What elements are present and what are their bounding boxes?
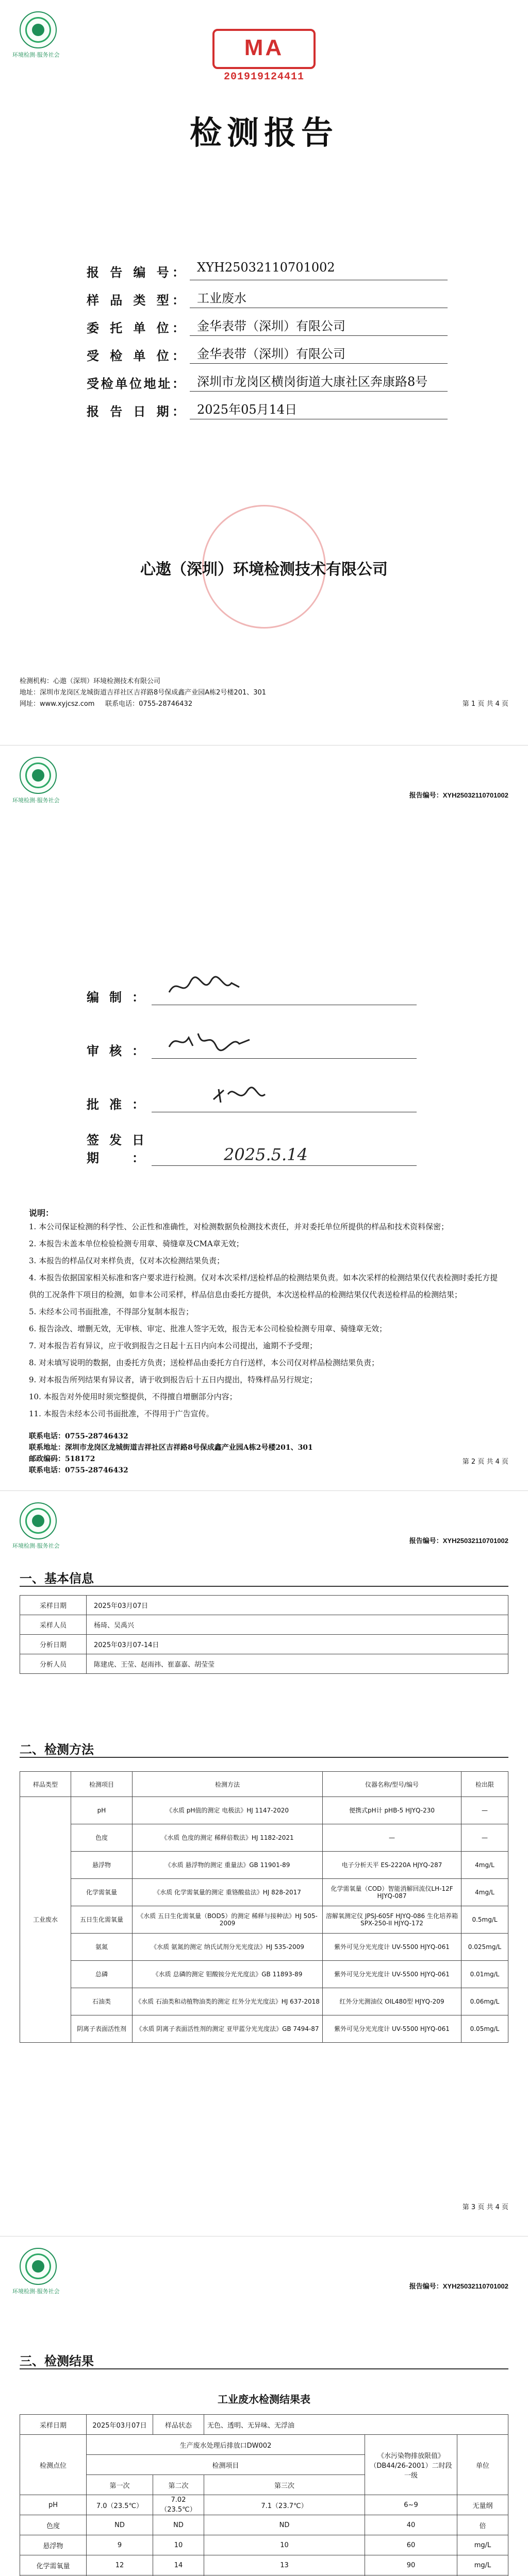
cell-method: 《水质 化学需氧量的测定 重铬酸盐法》HJ 828-2017: [133, 1879, 323, 1906]
contact-info: [29, 1431, 313, 1476]
cell-label: 样品状态: [153, 2415, 204, 2435]
report-number-header: [409, 2281, 508, 2291]
info-value: 深圳市龙岗区横岗街道大康社区奔康路8号: [190, 371, 448, 392]
divider: [20, 1586, 508, 1587]
cell-method: 《水质 总磷的测定 钼酸铵分光光度法》GB 11893-89: [133, 1961, 323, 1988]
signature-approver: [152, 1074, 417, 1112]
cell-item: 总磷: [71, 1961, 133, 1988]
company-logo-icon: [20, 2248, 57, 2285]
info-row: [87, 392, 448, 419]
cell-item: pH: [20, 2495, 87, 2515]
table-header-row: [20, 1772, 508, 1797]
page-number: 第 3 页 共 4 页: [462, 2204, 508, 2211]
cell-result: 12: [87, 2555, 153, 2575]
info-label: 报 告 编 号：: [87, 265, 185, 280]
cell-value: 无色、透明、无异味、无浮油: [204, 2415, 508, 2435]
handwritten-signature-icon: [167, 1079, 270, 1110]
sign-row: [87, 1005, 417, 1059]
cell-item: 五日生化需氧量: [71, 1906, 133, 1934]
footer-phone: 联系电话：0755-28746432: [105, 700, 193, 708]
table-row: [20, 1988, 508, 2015]
cell-method: 《水质 悬浮物的测定 重量法》GB 11901-89: [133, 1852, 323, 1879]
logo-slogan: 环境检测·服务社会: [12, 2289, 60, 2295]
cell-sample-type: 工业废水: [20, 1797, 71, 2043]
table-row: [20, 1934, 508, 1961]
col-header: 检测项目: [71, 1772, 133, 1797]
cell-method: 《水质 氨氮的测定 纳氏试剂分光光度法》HJ 535-2009: [133, 1934, 323, 1961]
note-item: 7. 对本报告若有异议，应于收到报告之日起十五日内向本公司提出，逾期不予受理；: [29, 1341, 318, 1350]
col-header: 样品类型: [20, 1772, 71, 1797]
cell-items-label: 检测项目: [87, 2455, 365, 2475]
table-row: [20, 2555, 508, 2575]
basic-info-table: [20, 1595, 508, 1674]
cell-label: 采样日期: [20, 1596, 87, 1615]
info-value: XYH25032110701002: [190, 260, 448, 280]
cell-limit: 90: [365, 2555, 457, 2575]
cell-point: 生产废水处理后排放口DW002: [87, 2435, 365, 2455]
report-number: XYH25032110701002: [442, 1537, 508, 1545]
note-item: 3. 本报告的样品仅对来样负责，仅对本次检测结果负责；: [29, 1256, 225, 1265]
cell-result: ND: [153, 2515, 204, 2535]
cell-item: 悬浮物: [20, 2535, 87, 2555]
cell-limit: 0.5mg/L: [461, 1906, 508, 1934]
cell-value: 陈建虎、王莹、赵雨祎、崔嘉嘉、胡莹莹: [87, 1654, 508, 1674]
cma-number: 201919124411: [223, 71, 305, 83]
cell-result: ND: [204, 2515, 365, 2535]
info-label: 受检单位地址：: [87, 376, 185, 391]
cell-result: 9: [87, 2535, 153, 2555]
note-item: 2. 本报告未盖本单位检验检测专用章、骑缝章及CMA章无效；: [29, 1239, 244, 1248]
table-row: [20, 1852, 508, 1879]
cell-limit: 0.06mg/L: [461, 1988, 508, 2015]
cell-method: 《水质 五日生化需氧量（BOD5）的测定 稀释与接种法》HJ 505-2009: [133, 1906, 323, 1934]
cell-result: 10: [153, 2535, 204, 2555]
cell-item: 氨氮: [71, 1934, 133, 1961]
cell-method: 《水质 色度的测定 稀释倍数法》HJ 1182-2021: [133, 1824, 323, 1852]
cell-instrument: 化学需氧量（COD）智能消解回流仪LH-12F HJYQ-087: [323, 1879, 461, 1906]
sign-label: 签发日期：: [87, 1132, 144, 1165]
cell-limit: 0.025mg/L: [461, 1934, 508, 1961]
cell-item: 阴离子表面活性剂: [71, 2015, 133, 2043]
report-number-label: 报告编号：: [409, 1537, 443, 1545]
logo-slogan: 环境检测·服务社会: [12, 52, 60, 58]
cell-limit: 0.05mg/L: [461, 2015, 508, 2043]
footer-website: 网址：www.xyjcsz.com: [20, 700, 95, 708]
cell-result: 10: [204, 2535, 365, 2555]
sign-date: [152, 1127, 417, 1166]
report-number: XYH25032110701002: [442, 2282, 508, 2290]
sign-row: [87, 1059, 417, 1112]
footer-web-phone: [20, 699, 508, 710]
table-row: [20, 1961, 508, 1988]
info-label: 样 品 类 型：: [87, 293, 185, 308]
cma-stamp: [212, 29, 316, 69]
cell-result: ND: [87, 2515, 153, 2535]
cell-unit: mg/L: [457, 2555, 508, 2575]
methods-table: [20, 1771, 508, 2043]
note-item: 10. 本报告对外使用时须完整提供，不得擅自增删部分内容；: [29, 1392, 237, 1401]
info-label: 报 告 日 期：: [87, 404, 185, 419]
report-info: [87, 252, 448, 419]
cell-freq: 第三次: [204, 2475, 365, 2495]
cell-result: 13: [204, 2555, 365, 2575]
results-table: [20, 2414, 508, 2576]
footer-org: 检测机构：心遨（深圳）环境检测技术有限公司: [20, 677, 161, 685]
cell-result: 14: [153, 2555, 204, 2575]
info-value: 2025年05月14日: [190, 399, 448, 419]
results-table-title: 工业废水检测结果表: [218, 2393, 310, 2405]
report-number-label: 报告编号：: [409, 2282, 443, 2290]
note-item: 1. 本公司保证检测的科学性、公正性和准确性，对检测数据负检测技术责任，并对委托单位所提供的样品和技术资料保密；: [29, 1222, 449, 1231]
report-title: 检测报告: [189, 114, 338, 151]
cell-method: 《水质 石油类和动植物油类的测定 红外分光光度法》HJ 637-2018: [133, 1988, 323, 2015]
cell-label: 采样人员: [20, 1615, 87, 1635]
table-row: [20, 2515, 508, 2535]
cell-value: 2025年03月07日: [87, 2415, 153, 2435]
info-value: 金华表带（深圳）有限公司: [190, 344, 448, 364]
company-logo-icon: [20, 1502, 57, 1539]
contact-line: 联系地址：深圳市龙岗区龙城街道吉祥社区吉祥路8号保成鑫产业园A栋2号楼201、301: [29, 1444, 313, 1452]
cell-item: 化学需氧量: [20, 2555, 87, 2575]
cell-instrument: 便携式pH计 pHB-5 HJYQ-230: [323, 1797, 461, 1824]
sign-date-value: 2025.5.14: [224, 1145, 308, 1164]
page-number: 第 2 页 共 4 页: [462, 1458, 508, 1466]
cell-label: 检测点位: [20, 2435, 87, 2495]
cell-limit: 6~9: [365, 2495, 457, 2515]
sign-label: 审核：: [87, 1043, 144, 1058]
cell-limit: 4mg/L: [461, 1852, 508, 1879]
handwritten-signature-icon: [167, 972, 244, 1003]
contact-line: 邮政编码：518172: [29, 1455, 95, 1463]
section-basic-info: 一、基本信息: [20, 1571, 94, 1586]
signature-block: [87, 952, 417, 1166]
note-item: 8. 对未填写说明的数据，由委托方负责；送检样品由委托方自行送样，本公司仅对样品检测结果负责；: [29, 1358, 380, 1367]
contact-line: 联系电话：0755-28746432: [29, 1432, 128, 1440]
cell-value: 杨琦、吴禹兴: [87, 1615, 508, 1635]
cell-freq: 第二次: [153, 2475, 204, 2495]
cell-item: 色度: [71, 1824, 133, 1852]
cell-result: 7.02（23.5℃）: [153, 2495, 204, 2515]
cell-unit: mg/L: [457, 2535, 508, 2555]
cma-mark: MA: [244, 35, 284, 60]
info-row: [87, 280, 448, 308]
report-notes: [29, 1207, 498, 1422]
cell-instrument: 溶解氧测定仪 JPSJ-605F HJYQ-086 生化培养箱 SPX-250-II HJYQ-172: [323, 1906, 461, 1934]
table-row: [20, 1824, 508, 1852]
page-methods: [0, 1491, 528, 2236]
cell-unit-header: 单位: [457, 2435, 508, 2495]
cell-value: 2025年03月07-14日: [87, 1635, 508, 1654]
cell-method: 《水质 pH值的测定 电极法》HJ 1147-2020: [133, 1797, 323, 1824]
cell-freq: 第一次: [87, 2475, 153, 2495]
company-logo-icon: [20, 11, 57, 48]
table-row: [20, 1635, 508, 1654]
info-row: [87, 252, 448, 280]
footer-address: 地址：深圳市龙岗区龙城街道吉祥社区吉祥路8号保成鑫产业园A栋2号楼201、301: [20, 689, 267, 697]
col-header: 检测方法: [133, 1772, 323, 1797]
cell-limit: 4mg/L: [461, 1879, 508, 1906]
sign-row: [87, 952, 417, 1005]
table-row: [20, 1879, 508, 1906]
page-number: 第 1 页 共 4 页: [462, 700, 508, 708]
note-item: 5. 未经本公司书面批准，不得部分复制本报告；: [29, 1307, 194, 1316]
cell-unit: 无量纲: [457, 2495, 508, 2515]
cell-item: pH: [71, 1797, 133, 1824]
table-row: [20, 2535, 508, 2555]
cell-limit: 40: [365, 2515, 457, 2535]
cell-method: 《水质 阴离子表面活性剂的测定 亚甲蓝分光光度法》GB 7494-87: [133, 2015, 323, 2043]
sign-label: 批准：: [87, 1097, 144, 1112]
report-number: XYH25032110701002: [442, 791, 508, 799]
note-item: 4. 本报告依据国家相关标准和客户要求进行检测。仅对本次采样/送检样品的检测结果负责。如本次采样的检测结果仅代表检测时委托方提供的工况条件下项目的检测，如非本公司采样，样品信息由委托方提供，本次送检样品的检测结果仅代表送检样品的检测结果；: [29, 1273, 498, 1299]
cell-unit: 倍: [457, 2515, 508, 2535]
cell-item: 石油类: [71, 1988, 133, 2015]
divider: [20, 1757, 508, 1758]
cell-instrument: 紫外可见分光光度计 UV-5500 HJYQ-061: [323, 1934, 461, 1961]
table-row: [20, 2495, 508, 2515]
info-row: [87, 336, 448, 364]
page-cover: [0, 0, 528, 745]
cell-instrument: 紫外可见分光光度计 UV-5500 HJYQ-061: [323, 2015, 461, 2043]
page-results: [0, 2236, 528, 2576]
contact-line: 联系电话：0755-28746432: [29, 1466, 128, 1475]
note-item: 9. 对本报告所列结果有异议者，请于收到报告后十五日内提出，特殊样品另行规定；: [29, 1375, 318, 1384]
cell-standard: 《水污染物排放限值》（DB44/26-2001）二时段一级: [365, 2435, 457, 2495]
cell-item: 化学需氧量: [71, 1879, 133, 1906]
table-row: [20, 1797, 508, 1824]
info-label: 受 检 单 位：: [87, 348, 185, 363]
cell-instrument: 红外分光测油仪 OIL480型 HJYQ-209: [323, 1988, 461, 2015]
divider: [20, 2368, 508, 2369]
table-row: [20, 2015, 508, 2043]
section-methods: 二、检测方法: [20, 1742, 94, 1757]
cell-instrument: 紫外可见分光光度计 UV-5500 HJYQ-061: [323, 1961, 461, 1988]
note-item: 11. 本报告未经本公司书面批准，不得用于广告宣传。: [29, 1409, 214, 1418]
info-value: 工业废水: [190, 288, 448, 308]
cell-limit: 0.01mg/L: [461, 1961, 508, 1988]
table-row: [20, 2435, 508, 2455]
sign-row: [87, 1112, 417, 1166]
col-header: 仪器名称/型号/编号: [323, 1772, 461, 1797]
table-row: [20, 1654, 508, 1674]
report-number-label: 报告编号：: [409, 791, 443, 799]
col-header: 检出限: [461, 1772, 508, 1797]
sign-label: 编制：: [87, 990, 144, 1005]
cell-value: 2025年03月07日: [87, 1596, 508, 1615]
report-number-header: [409, 1535, 508, 1545]
cell-label: 分析日期: [20, 1635, 87, 1654]
signature-reviewer: [152, 1020, 417, 1059]
info-row: [87, 364, 448, 392]
cell-limit: —: [461, 1797, 508, 1824]
table-row: [20, 1615, 508, 1635]
table-row: [20, 1906, 508, 1934]
logo-slogan: 环境检测·服务社会: [12, 798, 60, 804]
logo-slogan: 环境检测·服务社会: [12, 1543, 60, 1549]
page-footer: [20, 676, 508, 710]
table-row: [20, 1596, 508, 1615]
cell-instrument: —: [323, 1824, 461, 1852]
cell-label: 采样日期: [20, 2415, 87, 2435]
table-row: [20, 2415, 508, 2435]
handwritten-signature-icon: [167, 1025, 255, 1056]
info-row: [87, 308, 448, 336]
note-item: 6. 报告涂改、增删无效，无审核、审定、批准人签字无效，报告无本公司检验检测专用章、骑缝章无效；: [29, 1324, 387, 1333]
info-value: 金华表带（深圳）有限公司: [190, 316, 448, 336]
notes-title: 说明：: [29, 1208, 54, 1218]
cell-instrument: 电子分析天平 ES-2220A HJYQ-287: [323, 1852, 461, 1879]
info-label: 委 托 单 位：: [87, 320, 185, 335]
page-signatures: [0, 745, 528, 1491]
company-logo-icon: [20, 757, 57, 794]
cell-item: 悬浮物: [71, 1852, 133, 1879]
report-number-header: [409, 790, 508, 800]
cell-label: 分析人员: [20, 1654, 87, 1674]
cell-limit: 60: [365, 2535, 457, 2555]
company-name: 心遨（深圳）环境检测技术有限公司: [140, 561, 388, 579]
cell-limit: —: [461, 1824, 508, 1852]
cell-result: 7.0（23.5℃）: [87, 2495, 153, 2515]
section-results: 三、检测结果: [20, 2354, 94, 2368]
cell-item: 色度: [20, 2515, 87, 2535]
cell-result: 7.1（23.7℃）: [204, 2495, 365, 2515]
signature-compiler: [152, 967, 417, 1005]
